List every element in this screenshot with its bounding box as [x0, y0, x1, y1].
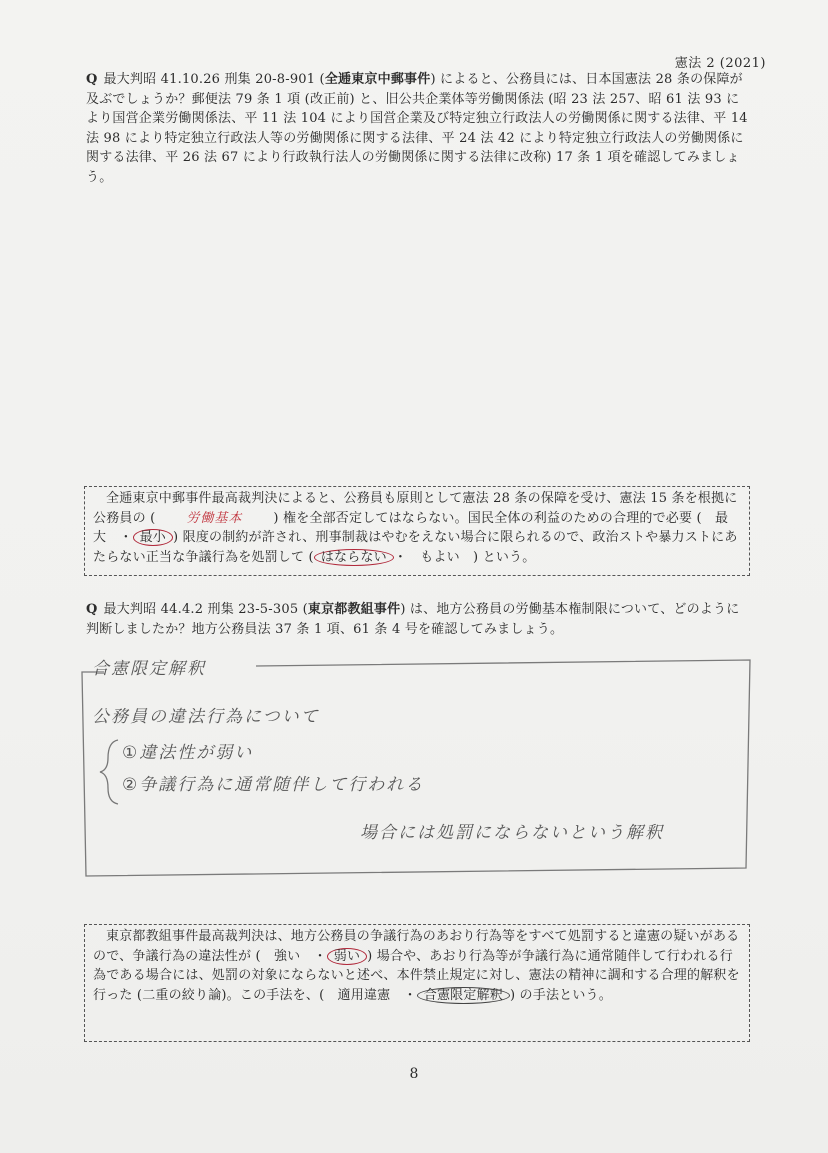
course-code: 憲法 2 (2021)	[674, 56, 766, 71]
case-name: 全逓東京中郵事件	[324, 72, 431, 87]
handwritten-line: 場合には処罰にならないという解釈	[360, 823, 664, 843]
box2-sentence-2: ) 場合や、あおり行為等が争議行為に通常随伴して行われる行為である場合には、処罰の対象にならないと述べ、本件禁止規定に対し、憲法の精神に調和する合理的解釈を行った (二重の絞り論)。この手法を、( 適用違憲 ・	[93, 948, 740, 1003]
question-mark: Q	[86, 72, 98, 87]
box2-sentence-3: ) の手法という。	[509, 987, 612, 1003]
summary-box-1	[84, 486, 750, 576]
question-1	[86, 70, 750, 187]
circled-option-2: 合憲限定解釈	[417, 987, 510, 1004]
box1-sentence-3: ) 限度の制約が許され、刑事制裁はやむをえない場合に限られるので、政治ストや暴力ストにあたらない正当な争議行為を処罰して (	[93, 530, 738, 565]
question-1-text-b: ) によると、公務員には、日本国憲法 28 条の保障が及ぶでしょうか？郵便法 79 条 1 項 (改正前) と、旧公共企業体等労働関係法 (昭 23 法 257、昭 61 法 93 により国営企業労働関係法、平 11 法 104 により国営企業及び特定独立行政法人の労働関係に関する法律、平 14 法 98 により特定独立行政法人等の労働関係に関する法律、平 24 法 42 により特定独立行政法人の労働関係に関する法律、平 26 法 67 により行政執行法人の労働関係に関する法律に改称) 17 条 1 項を確認してみましょう。	[86, 72, 748, 185]
question-2	[86, 600, 750, 639]
box1-sentence-1: 全逓東京中郵事件最高裁判決によると、公務員も原則として憲法 28 条の保障を受け、憲法 15 条を根拠に公務員の (	[93, 491, 738, 526]
handwritten-line: 公務員の違法行為について	[92, 707, 320, 727]
box1-sentence-4: ・ もよい ) という。	[393, 549, 536, 565]
handwritten-title: 合憲限定解釈	[92, 659, 206, 679]
hand-drawn-frame	[70, 658, 754, 880]
question-1-text-a: 最大判昭 41.10.26 刑集 20-8-901 (	[103, 72, 325, 87]
circled-option: 最小	[133, 529, 173, 546]
page-number: 8	[409, 1066, 419, 1082]
handwritten-answer-area	[70, 658, 754, 880]
summary-box-2	[84, 924, 750, 1042]
fill-blank-answer: 労働基本	[186, 510, 243, 526]
circled-option: 弱い	[327, 948, 367, 965]
question-2-text-a: 最大判昭 44.4.2 刑集 23-5-305 (	[103, 602, 308, 617]
handwritten-line: ②争議行為に通常随伴して行われる	[122, 775, 425, 795]
box2-sentence-1: 東京都教組事件最高裁判決は、地方公務員の争議行為のあおり行為等をすべて処罰すると違憲の疑いがあるので、争議行為の違法性が ( 強い ・	[93, 929, 740, 964]
question-2-text-b: ) は、地方公務員の労働基本権制限について、どのように判断しましたか？地方公務員法 37 条 1 項、61 条 4 号を確認してみましょう。	[86, 602, 740, 637]
box1-sentence-2: ) 権を全部否定してはならない。国民全体の利益のための合理的で必要 ( 最大 ・	[93, 510, 729, 545]
question-mark: Q	[86, 602, 98, 617]
case-name: 東京都教組事件	[307, 602, 401, 617]
handwritten-line: ①違法性が弱い	[122, 743, 254, 763]
circled-option-2: はならない	[314, 549, 394, 566]
